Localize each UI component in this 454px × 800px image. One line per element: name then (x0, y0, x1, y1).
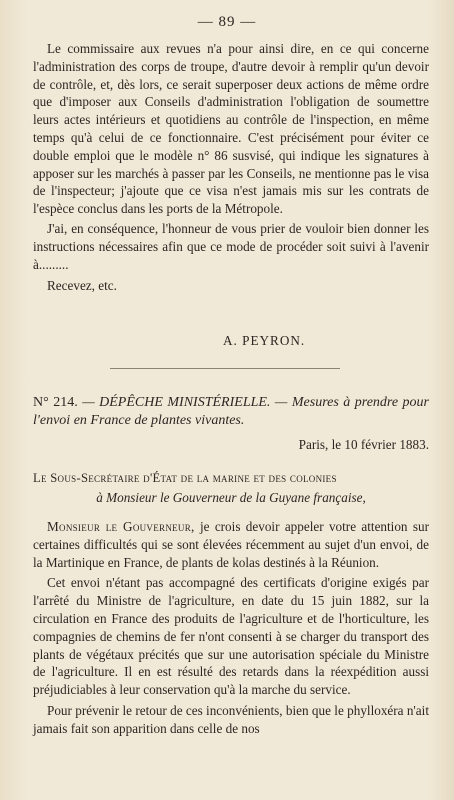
depeche-subject: — Mesures à prendre pour l'envoi en France de plantes vivantes. (33, 395, 429, 428)
paragraph-consequence: J'ai, en conséquence, l'honneur de vous prier de vouloir bien donner les instructions nécessaires afin que ce mode de procéder soit suivi à l'avenir à......... (33, 220, 429, 272)
paragraph-certificats: Cet envoi n'étant pas accompagné des certificats d'origine exigés par l'arrêté du Ministre de l'agriculture, en date du 15 juin 1882, sur la circulation en France des produits de l'agriculture et de l'horticulture, les compagnies de chemins de fer n'ont consenti à se charger du transport des plants de végétaux précités que sur une autorisation spéciale du Ministre de l'agriculture. Il en est résulté des retards dans la réexpédition aussi préjudiciables à leur conservation qu'à la marche du service. (33, 575, 429, 698)
depeche-sender: Le Sous-Secrétaire d'État de la marine et des colonies (33, 471, 337, 485)
depeche-type: — DÉPÊCHE MINISTÉRIELLE. (77, 395, 271, 410)
paragraph-kolas-text: je crois devoir appeler votre attention sur certaines difficultés qui se sont élevées récemment au sujet d'un envoi, de la Martinique en France, de plants de kolas destinés à la Réunion. (33, 519, 429, 570)
paragraph-phylloxera: Pour prévenir le retour de ces inconvénients, bien que le phylloxéra n'ait jamais fait son apparition dans celle de nos (33, 702, 429, 736)
paragraph-commissaire: Le commissaire aux revues n'a pour ainsi dire, en ce qui concerne l'administration des corps de troupe, d'autre devoir à remplir qu'un devoir de contrôle, et, dès lors, ce serait superposer deux actions de même ordre que d'imposer aux Conseils d'administration l'obligation de soumettre leurs actes intérieurs et quotidiens au contrôle de l'inspection, en même temps qu'à celui de ce fonctionnaire. C'est précisément pour éviter ce double emploi que le modèle n° 86 susvisé, qui indique les signatures à apposer sur les marchés à passer par les Conseils, ne mentionne pas le visa de l'inspecteur; j'ajoute que ce visa n'est jamais mis sur les contrats de l'espèce conclus dans les ports de la Métropole. (33, 41, 429, 217)
previous-letter-body (33, 40, 429, 295)
signature-peyron: A. PEYRON. (223, 333, 306, 348)
paragraph-kolas (33, 518, 429, 571)
depeche-number: N° 214. (33, 395, 78, 410)
depeche-title (33, 394, 429, 430)
depeche-address (33, 470, 429, 507)
depeche-header (33, 394, 429, 454)
depeche-body (33, 518, 429, 738)
page-number: — 89 — (197, 14, 257, 30)
salutation: Monsieur le Gouverneur, (47, 519, 195, 534)
depeche-dateline: Paris, le 10 février 1883. (298, 437, 429, 452)
section-divider (110, 368, 340, 369)
depeche-recipient: à Monsieur le Gouverneur de la Guyane française, (96, 489, 366, 505)
closing-formula: Recevez, etc. (47, 278, 117, 294)
